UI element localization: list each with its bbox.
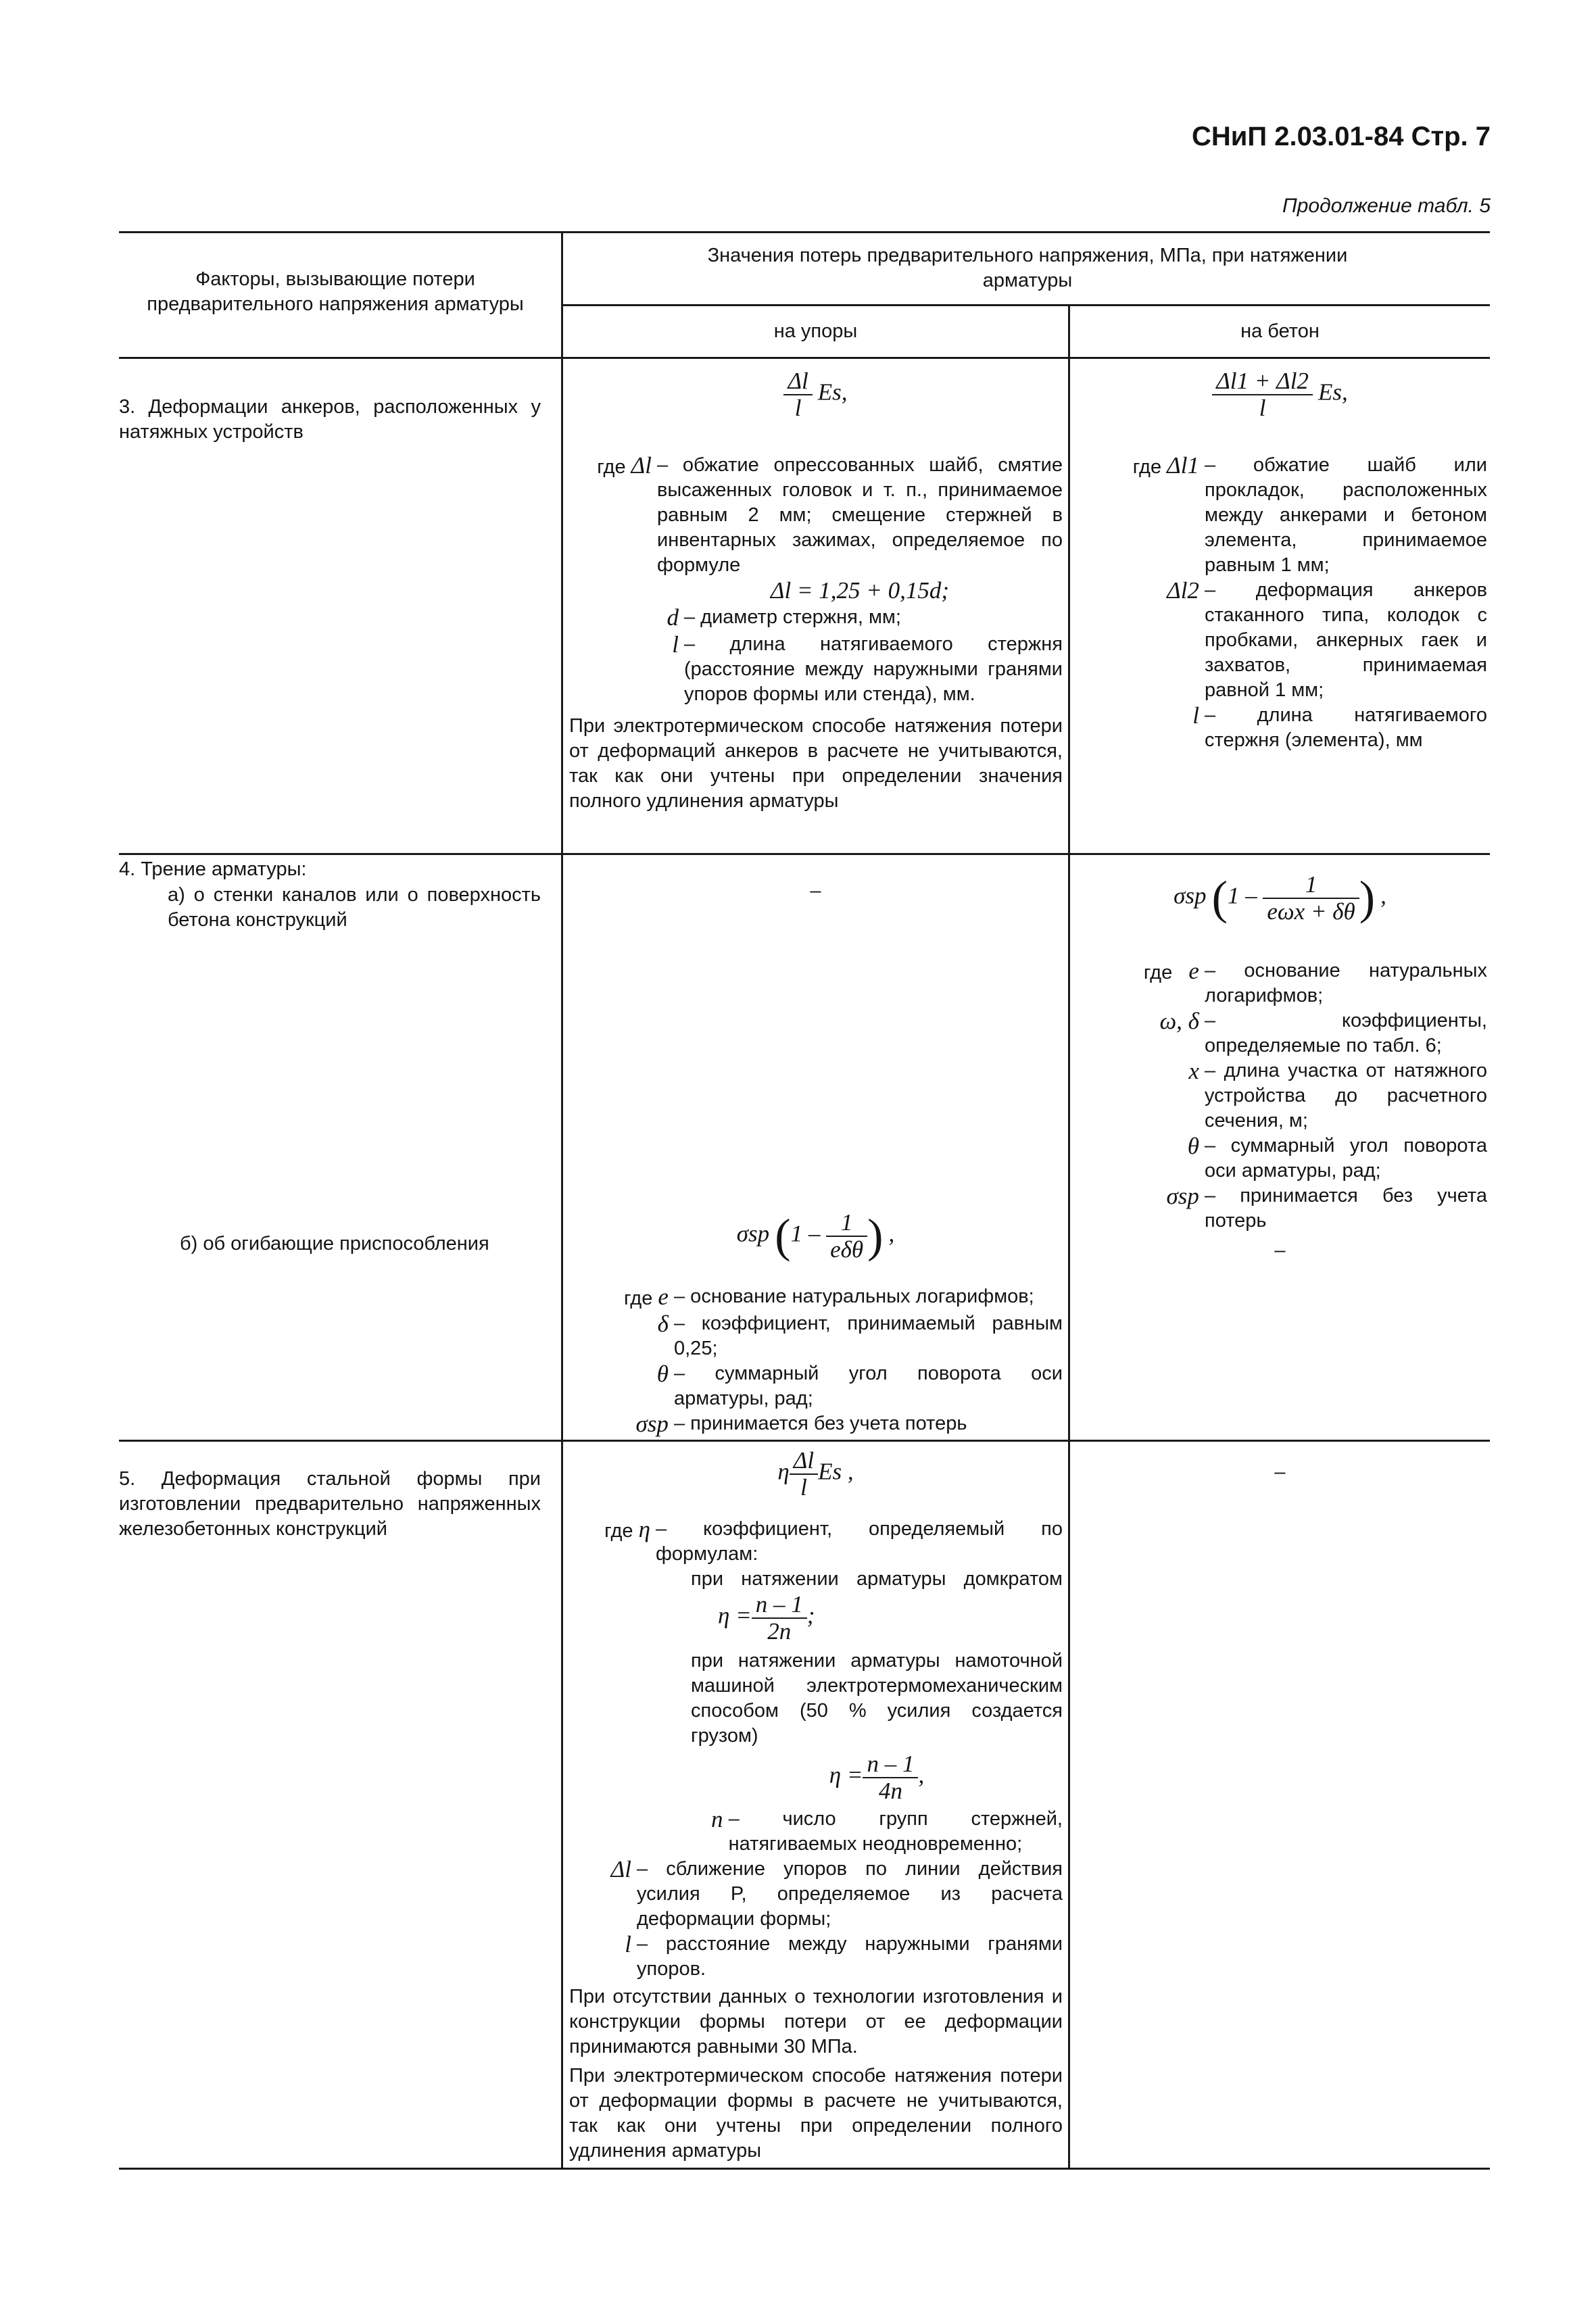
def-key: l (1192, 702, 1199, 729)
header-factors: Факторы, вызывающие потери предварительного напряжения арматуры (147, 268, 524, 315)
def-text: – сближение упоров по линии действия усилия P, определяемое из расчета деформации формы; (637, 1858, 1063, 1930)
case1-text: при натяжении арматуры домкратом (691, 1568, 1063, 1590)
row3-stops-definitions (569, 453, 1063, 814)
row4-sub-b: б) об огибающие приспособления (180, 1233, 489, 1254)
def-key: σsp (1166, 1183, 1199, 1209)
row4-stops-b-formula: σsp (1 – $\frac{1}{\text{eδθ}}$ ) , (736, 1209, 895, 1263)
header-sub-rule (561, 304, 1490, 306)
page-header-title: СНиП 2.03.01-84 Стр. 7 (1192, 122, 1491, 151)
row5-stops-definitions (569, 1517, 1063, 2164)
formula-denominator: eδθ (830, 1236, 864, 1263)
row4-stops-a-dash: – (810, 880, 821, 902)
case1-formula: η = $\frac{n - 1}{2n}$ ; (718, 1591, 815, 1644)
row5-note1: При отсутствии данных о технологии изготовления и конструкции формы потери от ее деформации принимаются равными 30 МПа. (569, 1986, 1063, 2057)
row3-stops-formula (563, 368, 1068, 421)
row4-concrete-a-formula: σsp (1 – $\frac{1}{\text{eωx + δθ}}$ ) , (1174, 871, 1386, 925)
def-key: e (1188, 958, 1199, 984)
row3-concrete-definitions (1076, 453, 1487, 753)
def-text: – длина натягиваемого стержня (элемента), мм (1205, 704, 1487, 751)
def-text: – суммарный угол поворота оси арматуры, рад; (674, 1363, 1063, 1409)
formula-numerator: 1 (1263, 872, 1359, 899)
def-text: – деформация анкеров стаканного типа, колодок с пробками, анкерных гаек и захватов, принимаемая равной 1 мм; (1205, 579, 1487, 701)
def-key: σsp (635, 1411, 669, 1437)
table-continuation-label: Продолжение табл. 5 (1282, 195, 1491, 217)
header-concrete: на бетон (1240, 320, 1320, 342)
formula-numerator: Δl1 + Δl2 (1212, 368, 1313, 395)
row3-factor: 3. Деформации анкеров, расположенных у натяжных устройств (119, 396, 541, 443)
def-key: θ (1187, 1133, 1199, 1159)
row4-concrete-b-dash: – (1274, 1240, 1286, 1261)
where-word: где (604, 1520, 633, 1542)
def-text: – обжатие опрессованных шайб, смятие высаженных головок и т. п., принимаемое равным 2 мм; смещение стержней в инвентарных зажимах, определяемое по формуле (657, 454, 1063, 576)
paren-close: ) (867, 1210, 884, 1263)
def-key: η (638, 1516, 650, 1542)
column-divider-2 (1068, 304, 1070, 2168)
def-text: – основание натуральных логарифмов; (1205, 960, 1487, 1006)
def-text: – основание натуральных логарифмов; (674, 1286, 1034, 1307)
def-text: – принимается без учета потерь (1205, 1185, 1487, 1232)
formula-denominator: l (1259, 395, 1266, 421)
row4-bottom-rule (119, 1440, 1490, 1442)
formula-tail: Es, (817, 379, 848, 406)
where-word: где (1132, 456, 1162, 478)
column-divider-1 (561, 231, 563, 2168)
formula-prefix: σsp (736, 1220, 770, 1247)
def-key: Δl1 (1167, 452, 1199, 479)
row5-note2: При электротермическом способе натяжения потери от деформации формы в расчете не учитываются, так как они учтены при определении полного удлинения арматуры (569, 2065, 1063, 2162)
formula-denominator: l (800, 1474, 807, 1501)
def-text: – коэффициент, принимаемый равным 0,25; (674, 1313, 1063, 1359)
formula-denominator: l (794, 395, 802, 421)
where-word: где (1143, 962, 1173, 983)
paren-close: ) (1359, 872, 1376, 925)
where-word: где (624, 1288, 653, 1309)
case2-formula: η = $\frac{n - 1}{4n}$ , (829, 1751, 925, 1804)
formula-tail: , (1380, 882, 1386, 909)
formula-numerator: Δl (783, 368, 812, 395)
row5-stops-formula (563, 1448, 1068, 1501)
def-text: – обжатие шайб или прокладок, расположенных между анкерами и бетоном элемента, принимаемое равным 1 мм; (1205, 454, 1487, 576)
def-text: – длина натягиваемого стержня (расстояние между наружными гранями упоров формы или стенда), мм. (684, 633, 1063, 705)
formula-tail: Es, (1317, 379, 1348, 406)
formula-numerator: Δl (790, 1448, 818, 1475)
row4-concrete-a-definitions (1076, 958, 1487, 1234)
def-text: – число групп стержней, натягиваемых неодновременно; (728, 1808, 1063, 1855)
table-bottom-rule (119, 2168, 1490, 2170)
paren-open: ( (775, 1210, 791, 1263)
formula-tail: , (888, 1220, 895, 1247)
case2-text: при натяжении арматуры намоточной машиной электротермомеханическим способом (50 % усилия создается грузом) (691, 1650, 1063, 1747)
formula-denominator: eωx + δθ (1267, 898, 1355, 925)
row5-concrete-dash: – (1274, 1461, 1286, 1483)
def-key: l (625, 1931, 631, 1957)
def-key: x (1188, 1058, 1199, 1084)
formula-tail: Es , (818, 1458, 854, 1485)
def-formula: Δl = 1,25 + 0,15d; (770, 577, 950, 604)
row5-factor: 5. Деформация стальной формы при изготовлении предварительно напряженных железобетонных конструкций (119, 1468, 541, 1540)
formula-prefix: η (777, 1458, 790, 1485)
def-key: l (672, 631, 679, 658)
row4-factor: 4. Трение арматуры: (119, 858, 307, 880)
def-key: Δl (631, 452, 652, 479)
where-word: где (597, 456, 626, 478)
def-key: Δl (610, 1856, 631, 1882)
row3-bottom-rule (119, 853, 1490, 855)
def-key: θ (656, 1361, 669, 1387)
row4-stops-b-definitions (569, 1284, 1063, 1438)
formula-prefix: σsp (1174, 882, 1207, 909)
def-key: d (667, 604, 679, 631)
row3-stops-note: При электротермическом способе натяжения потери от деформаций анкеров в расчете не учитываются, так как они учтены при определении значения полного удлинения арматуры (569, 715, 1063, 812)
def-key: ω, δ (1159, 1008, 1199, 1034)
header-stops: на упоры (773, 320, 858, 342)
row4-sub-a: а) о стенки каналов или о поверхность бетона конструкций (168, 884, 541, 931)
def-key: δ (657, 1311, 669, 1337)
def-text: – суммарный угол поворота оси арматуры, рад; (1205, 1135, 1487, 1181)
row3-concrete-formula (1070, 368, 1490, 421)
header-bottom-rule (119, 357, 1490, 359)
def-text: – коэффициент, определяемый по формулам: (656, 1518, 1063, 1565)
def-text: – коэффициенты, определяемые по табл. 6; (1205, 1010, 1487, 1056)
def-text: – длина участка от натяжного устройства до расчетного сечения, м; (1205, 1060, 1487, 1131)
def-key: e (658, 1284, 669, 1310)
table-top-rule (119, 231, 1490, 233)
def-key: n (711, 1806, 723, 1832)
formula-numerator: 1 (826, 1210, 867, 1237)
def-key: Δl2 (1167, 577, 1199, 604)
header-values: Значения потерь предварительного напряжения, МПа, при натяжении арматуры (707, 245, 1348, 291)
def-text: – диаметр стержня, мм; (684, 606, 901, 628)
paren-open: ( (1211, 872, 1228, 925)
def-text: – принимается без учета потерь (674, 1413, 967, 1434)
def-text: – расстояние между наружными гранями упоров. (637, 1933, 1063, 1980)
